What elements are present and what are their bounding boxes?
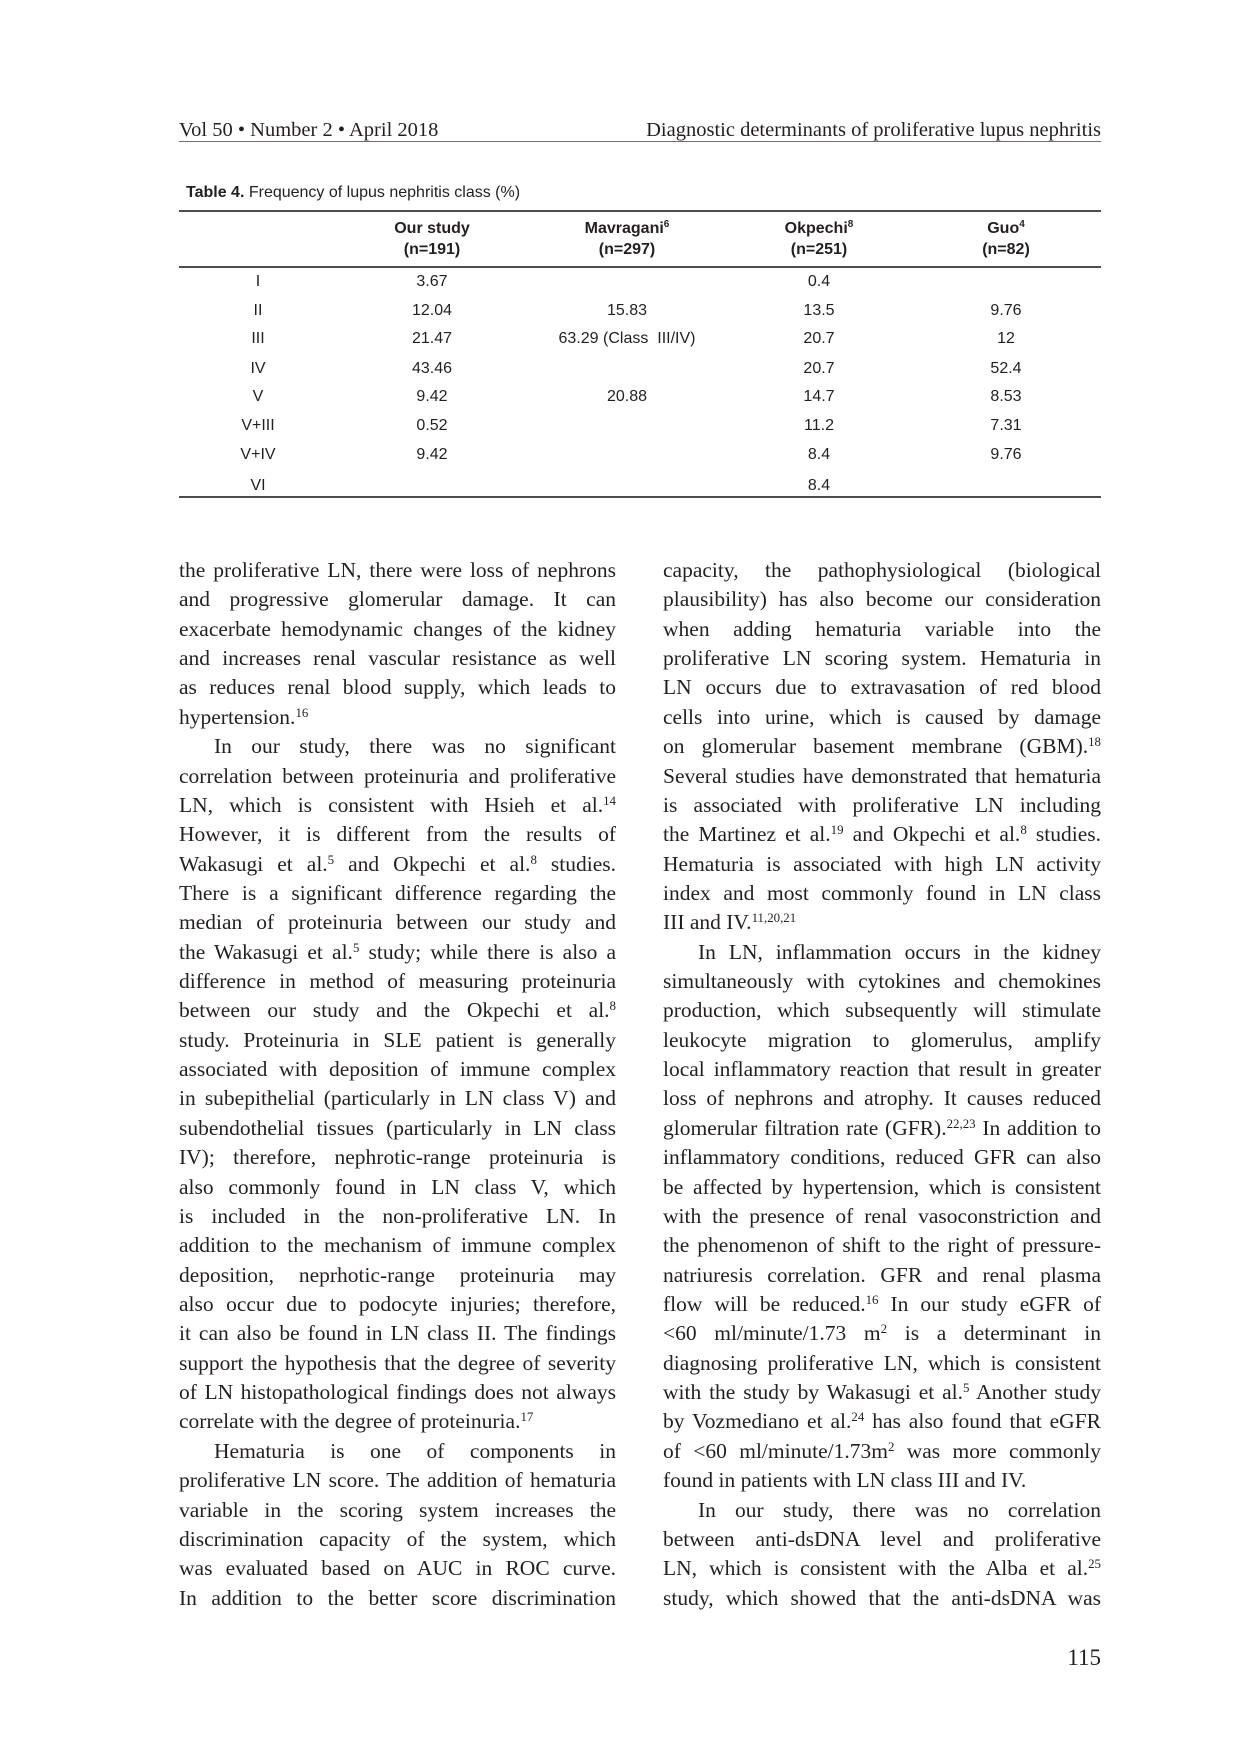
text-line bbox=[663, 1319, 1101, 1348]
text-line: also commonly found in LN class V, which bbox=[179, 1174, 616, 1199]
table-caption-text: Frequency of lupus nephritis class (%) bbox=[244, 184, 521, 201]
text-line: However, it is different from the results of bbox=[179, 822, 616, 847]
text-line: local inflammatory reaction that result in greater bbox=[663, 1057, 1101, 1082]
citation-superscript: 8 bbox=[609, 999, 616, 1014]
text-segment: between our study and the Okpechi et al. bbox=[179, 998, 610, 1023]
text-segment: study; while there is also a bbox=[359, 939, 616, 964]
table-row-label: V+III bbox=[241, 417, 275, 434]
table-cell: 52.4 bbox=[990, 360, 1022, 377]
text-line: proliferative LN scoring system. Hematuria in bbox=[663, 646, 1101, 671]
text-segment: and Okpechi et al. bbox=[334, 851, 531, 876]
table-column-header bbox=[714, 218, 924, 240]
text-segment: by Vozmediano et al. bbox=[663, 1409, 852, 1434]
text-line: Several studies have demonstrated that hematuria bbox=[663, 763, 1101, 788]
citation-superscript: 19 bbox=[830, 823, 844, 838]
table-cell: 20.7 bbox=[803, 330, 835, 347]
column-name: Guo bbox=[987, 220, 1020, 237]
text-line: also occur due to podocyte injuries; therefore, bbox=[179, 1291, 616, 1316]
page-number: 115 bbox=[1067, 1645, 1101, 1670]
text-line: in subepithelial (particularly in LN class V) and bbox=[179, 1086, 616, 1111]
table-row-label: IV bbox=[250, 360, 266, 377]
text-line: and increases renal vascular resistance as well bbox=[179, 646, 616, 671]
text-line bbox=[663, 1290, 1101, 1319]
text-line: In our study, there was no correlation bbox=[698, 1497, 1101, 1522]
text-line bbox=[179, 938, 616, 967]
text-line: correlation between proteinuria and proliferative bbox=[179, 763, 616, 788]
text-segment: <60 ml/minute/1.73 m bbox=[663, 1321, 881, 1346]
column-sample-size: (n=251) bbox=[790, 241, 848, 258]
text-line: In LN, inflammation occurs in the kidney bbox=[698, 939, 1101, 964]
table-cell: 9.42 bbox=[416, 446, 448, 463]
header-rule bbox=[179, 141, 1101, 142]
table-cell: 13.5 bbox=[803, 302, 835, 319]
text-line: IV); therefore, nephrotic-range proteinuria is bbox=[179, 1145, 616, 1170]
table-header-rule bbox=[179, 266, 1101, 268]
table-row bbox=[0, 415, 1240, 437]
text-line: exacerbate hemodynamic changes of the kidney bbox=[179, 616, 616, 641]
citation-superscript: 16 bbox=[295, 705, 309, 720]
table-cell: 20.7 bbox=[803, 360, 835, 377]
text-line: subendothelial tissues (particularly in LN class bbox=[179, 1115, 616, 1140]
text-line: with the presence of renal vasoconstriction and bbox=[663, 1203, 1101, 1228]
text-line: was evaluated based on AUC in ROC curve. bbox=[179, 1556, 616, 1581]
column-sample-size: (n=191) bbox=[403, 241, 461, 258]
text-line: Hematuria is one of components in bbox=[214, 1438, 616, 1463]
text-line: support the hypothesis that the degree of severity bbox=[179, 1350, 616, 1375]
text-line: There is a significant difference regarding the bbox=[179, 880, 616, 905]
text-line: found in patients with LN class III and IV. bbox=[663, 1468, 1027, 1493]
text-line bbox=[179, 791, 616, 820]
text-line bbox=[663, 1407, 1101, 1436]
citation-superscript: 5 bbox=[352, 940, 360, 955]
text-line bbox=[179, 703, 616, 732]
text-line: it can also be found in LN class II. The findings bbox=[179, 1321, 616, 1346]
text-line bbox=[663, 1114, 1101, 1143]
text-line: simultaneously with cytokines and chemokines bbox=[663, 969, 1101, 994]
column-name: Mavragani bbox=[584, 220, 664, 237]
column-reference-superscript: 6 bbox=[663, 219, 670, 230]
citation-superscript: 25 bbox=[1088, 1557, 1101, 1572]
unit-superscript: 2 bbox=[880, 1322, 888, 1337]
citation-superscript: 18 bbox=[1088, 735, 1101, 750]
text-segment: the Martinez et al. bbox=[663, 822, 831, 847]
table-cell: 9.76 bbox=[990, 302, 1022, 319]
text-line bbox=[179, 1407, 616, 1436]
text-line: median of proteinuria between our study and bbox=[179, 910, 616, 935]
text-segment: glomerular filtration rate (GFR). bbox=[663, 1115, 947, 1140]
table-cell: 0.52 bbox=[416, 417, 448, 434]
table-header-row-sizes bbox=[0, 239, 1240, 261]
text-line: is associated with proliferative LN including bbox=[663, 792, 1101, 817]
text-line: In addition to the better score discrimination bbox=[179, 1585, 616, 1610]
table-column-header bbox=[522, 218, 732, 240]
citation-superscript: 8 bbox=[1020, 823, 1027, 838]
table-cell: 8.4 bbox=[807, 477, 831, 494]
text-line: is included in the non-proliferative LN. In bbox=[179, 1203, 616, 1228]
citation-superscript: 5 bbox=[962, 1380, 970, 1395]
table-cell: 8.53 bbox=[990, 388, 1022, 405]
table-row-label: V+IV bbox=[240, 446, 276, 463]
text-line: study. Proteinuria in SLE patient is generally bbox=[179, 1027, 616, 1052]
table-row bbox=[0, 271, 1240, 293]
text-segment: studies. bbox=[536, 851, 616, 876]
text-line: of LN histopathological findings does not always bbox=[179, 1380, 616, 1405]
text-line bbox=[663, 1378, 1101, 1407]
column-sample-size: (n=297) bbox=[598, 241, 656, 258]
column-reference-superscript: 8 bbox=[847, 219, 854, 230]
text-line: inflammatory conditions, reduced GFR can also bbox=[663, 1145, 1101, 1170]
text-line: as reduces renal blood supply, which leads to bbox=[179, 675, 616, 700]
table-cell: 9.76 bbox=[990, 446, 1022, 463]
text-line: difference in method of measuring proteinuria bbox=[179, 969, 616, 994]
text-line: study, which showed that the anti-dsDNA was bbox=[663, 1585, 1101, 1610]
table-row-label: VI bbox=[250, 477, 266, 494]
text-line: natriuresis correlation. GFR and renal plasma bbox=[663, 1262, 1101, 1287]
citation-superscript: 22,23 bbox=[946, 1116, 976, 1131]
table-cell: 21.47 bbox=[411, 330, 453, 347]
text-line: the proliferative LN, there were loss of nephrons bbox=[179, 558, 616, 582]
text-line: plausibility) has also become our consideration bbox=[663, 587, 1101, 612]
text-line: discrimination capacity of the system, which bbox=[179, 1526, 616, 1551]
right-text-column bbox=[663, 556, 1101, 1613]
text-line: production, which subsequently will stimulate bbox=[663, 998, 1101, 1023]
table-column-header bbox=[327, 218, 537, 240]
text-line: and progressive glomerular damage. It can bbox=[179, 587, 616, 612]
table-cell: 3.67 bbox=[416, 273, 448, 290]
text-line: be affected by hypertension, which is consistent bbox=[663, 1174, 1101, 1199]
text-segment: of <60 ml/minute/1.73m bbox=[663, 1438, 888, 1463]
text-segment: LN, which is consistent with Hsieh et al. bbox=[179, 792, 604, 817]
table-cell: 15.83 bbox=[606, 302, 648, 319]
citation-superscript: 5 bbox=[327, 852, 335, 867]
table-row bbox=[0, 300, 1240, 322]
table-row-label: V bbox=[252, 388, 264, 405]
table-row bbox=[0, 475, 1240, 497]
text-line: addition to the mechanism of immune complex bbox=[179, 1233, 616, 1258]
text-line: loss of nephrons and atrophy. It causes reduced bbox=[663, 1086, 1101, 1111]
citation-superscript: 16 bbox=[865, 1292, 879, 1307]
citation-superscript: 8 bbox=[530, 852, 537, 867]
text-line bbox=[179, 996, 616, 1025]
table-caption-label: Table 4. bbox=[186, 184, 245, 201]
text-line: deposition, neprhotic-range proteinuria may bbox=[179, 1262, 616, 1287]
text-segment: Another study bbox=[969, 1380, 1101, 1405]
text-line bbox=[663, 908, 1101, 937]
text-line: index and most commonly found in LN class bbox=[663, 880, 1101, 905]
text-line bbox=[663, 732, 1101, 761]
table-row bbox=[0, 386, 1240, 408]
text-line: variable in the scoring system increases the bbox=[179, 1497, 616, 1522]
running-header-title: Diagnostic determinants of proliferative lupus nephritis bbox=[646, 119, 1101, 141]
table-row bbox=[0, 358, 1240, 380]
table-cell: 11.2 bbox=[804, 417, 834, 434]
text-line bbox=[663, 820, 1101, 849]
table-caption bbox=[186, 182, 520, 204]
table-bottom-rule bbox=[179, 496, 1101, 498]
table-cell: 7.31 bbox=[990, 417, 1022, 434]
table-cell: 14.7 bbox=[803, 388, 835, 405]
table-cell: 63.29 (Class III/IV) bbox=[558, 330, 696, 347]
citation-superscript: 11,20,21 bbox=[751, 911, 797, 926]
text-segment: correlate with the degree of proteinuria. bbox=[179, 1409, 521, 1434]
table-row-label: III bbox=[251, 330, 265, 347]
text-segment: In our study eGFR of bbox=[878, 1291, 1102, 1316]
text-segment: Wakasugi et al. bbox=[179, 851, 328, 876]
text-line: the phenomenon of shift to the right of pressure- bbox=[663, 1233, 1101, 1258]
text-line: In our study, there was no significant bbox=[214, 734, 616, 759]
unit-superscript: 2 bbox=[887, 1439, 895, 1454]
text-segment: hypertension. bbox=[179, 704, 296, 729]
text-line: LN occurs due to extravasation of red blood bbox=[663, 675, 1101, 700]
text-line: proliferative LN score. The addition of hematuria bbox=[179, 1468, 616, 1493]
text-segment: studies. bbox=[1026, 822, 1101, 847]
text-line bbox=[179, 850, 616, 879]
text-segment: III and IV. bbox=[663, 910, 752, 935]
citation-superscript: 24 bbox=[851, 1410, 865, 1425]
text-line: diagnosing proliferative LN, which is consistent bbox=[663, 1350, 1101, 1375]
text-line: cells into urine, which is caused by damage bbox=[663, 704, 1101, 729]
running-header-issue: Vol 50 • Number 2 • April 2018 bbox=[179, 119, 439, 141]
table-column-header bbox=[901, 218, 1111, 240]
text-line: capacity, the pathophysiological (biological bbox=[663, 558, 1101, 582]
table-cell: 43.46 bbox=[411, 360, 453, 377]
citation-superscript: 17 bbox=[520, 1410, 534, 1425]
text-segment: LN, which is consistent with the Alba et al. bbox=[663, 1556, 1089, 1581]
table-top-rule bbox=[179, 210, 1101, 212]
column-name: Our study bbox=[394, 220, 470, 237]
text-segment: was more commonly bbox=[894, 1438, 1101, 1463]
text-line: Hematuria is associated with high LN activity bbox=[663, 851, 1101, 876]
text-line: when adding hematuria variable into the bbox=[663, 616, 1101, 641]
text-line: associated with deposition of immune complex bbox=[179, 1057, 616, 1082]
table-cell: 8.4 bbox=[807, 446, 831, 463]
table-cell: 12 bbox=[997, 330, 1015, 347]
table-cell: 20.88 bbox=[606, 388, 648, 405]
text-line bbox=[663, 1554, 1101, 1583]
column-sample-size: (n=82) bbox=[982, 241, 1030, 258]
text-segment: is a determinant in bbox=[887, 1321, 1101, 1346]
text-segment: the Wakasugi et al. bbox=[179, 939, 353, 964]
text-segment: In addition to bbox=[975, 1115, 1101, 1140]
table-row-label: II bbox=[253, 302, 263, 319]
text-line: between anti-dsDNA level and proliferative bbox=[663, 1526, 1101, 1551]
table-cell: 12.04 bbox=[411, 302, 453, 319]
text-segment: and Okpechi et al. bbox=[843, 822, 1021, 847]
column-reference-superscript: 4 bbox=[1019, 219, 1025, 230]
citation-superscript: 14 bbox=[603, 793, 616, 808]
table-cell: 9.42 bbox=[416, 388, 448, 405]
text-segment: flow will be reduced. bbox=[663, 1291, 866, 1316]
table-row bbox=[0, 328, 1240, 350]
text-line: leukocyte migration to glomerulus, amplify bbox=[663, 1027, 1101, 1052]
left-text-column bbox=[179, 556, 616, 1613]
text-line bbox=[663, 1437, 1101, 1466]
table-cell: 0.4 bbox=[807, 273, 831, 290]
table-row-label: I bbox=[255, 273, 261, 290]
text-segment: has also found that eGFR bbox=[864, 1409, 1101, 1434]
text-segment: on glomerular basement membrane (GBM). bbox=[663, 734, 1089, 759]
text-segment: with the study by Wakasugi et al. bbox=[663, 1380, 963, 1405]
table-row bbox=[0, 444, 1240, 466]
table-header-row-names bbox=[0, 218, 1240, 240]
column-name: Okpechi bbox=[784, 220, 848, 237]
